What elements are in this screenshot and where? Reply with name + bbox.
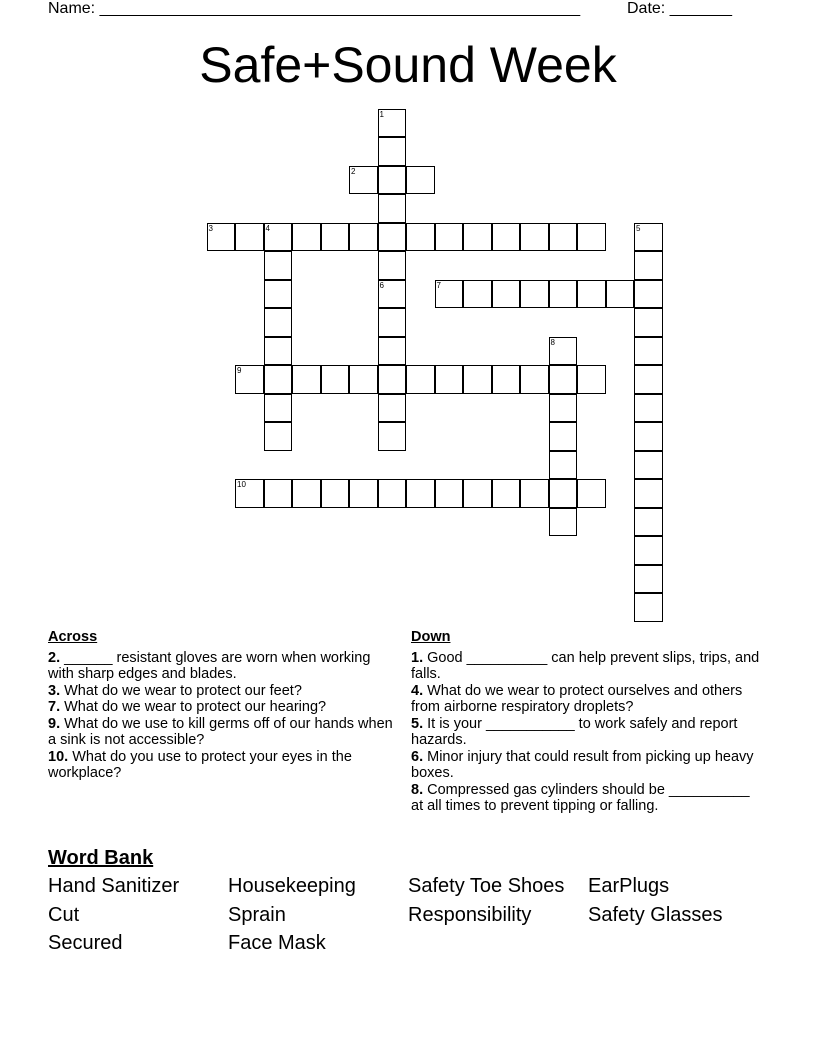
- grid-cell[interactable]: [378, 308, 407, 337]
- clue-text: It is your ___________ to work safely and report hazards.: [411, 715, 738, 748]
- clue-number: 7: [436, 280, 441, 290]
- grid-cell[interactable]: [435, 479, 464, 508]
- grid-cell[interactable]: [549, 365, 578, 394]
- across-clue: [48, 650, 398, 683]
- across-clue: [48, 683, 398, 700]
- grid-cell[interactable]: [577, 479, 606, 508]
- grid-cell[interactable]: [235, 479, 264, 508]
- grid-cell[interactable]: [463, 280, 492, 309]
- grid-cell[interactable]: [378, 337, 407, 366]
- grid-cell[interactable]: [577, 365, 606, 394]
- grid-cell[interactable]: [349, 223, 378, 252]
- page-title: Safe+Sound Week: [199, 37, 617, 93]
- grid-cell[interactable]: [634, 508, 663, 537]
- grid-cell[interactable]: [406, 365, 435, 394]
- grid-cell[interactable]: [549, 479, 578, 508]
- clue-text: What do we wear to protect ourselves and others from airborne respiratory droplets?: [411, 682, 743, 715]
- grid-cell[interactable]: [406, 223, 435, 252]
- grid-cell[interactable]: [264, 280, 293, 309]
- word-bank-title: Word Bank: [48, 847, 154, 869]
- clue-text: What do you use to protect your eyes in the workplace?: [48, 748, 352, 781]
- grid-cell[interactable]: [264, 479, 293, 508]
- grid-cell[interactable]: [520, 223, 549, 252]
- clue-number: 4: [265, 223, 270, 233]
- clue-number: 1: [379, 109, 384, 119]
- grid-cell[interactable]: [235, 365, 264, 394]
- clue-number: 8.: [411, 781, 424, 798]
- grid-cell[interactable]: [549, 451, 578, 480]
- word-bank-item: Cut: [48, 903, 80, 926]
- grid-cell[interactable]: [378, 394, 407, 423]
- clue-number: 4.: [411, 682, 424, 699]
- across-heading: Across: [48, 629, 98, 645]
- grid-cell[interactable]: [378, 422, 407, 451]
- clue-number: 5: [636, 223, 641, 233]
- name-field: Name: ______________________________________________________: [48, 0, 581, 17]
- word-bank-item: Housekeeping: [228, 875, 356, 897]
- grid-cell[interactable]: [349, 365, 378, 394]
- across-clue: [48, 716, 398, 749]
- down-clue: [411, 716, 761, 749]
- grid-cell[interactable]: [634, 593, 663, 622]
- grid-cell[interactable]: [435, 365, 464, 394]
- down-clues: [411, 629, 761, 815]
- word-bank-item: Face Mask: [228, 932, 326, 954]
- grid-cell[interactable]: [264, 308, 293, 337]
- clue-number: 9.: [48, 715, 61, 732]
- grid-cell[interactable]: [634, 536, 663, 565]
- grid-cell[interactable]: [264, 337, 293, 366]
- grid-cell[interactable]: [264, 223, 293, 252]
- clue-number: 3.: [48, 682, 61, 699]
- grid-cell[interactable]: [634, 308, 663, 337]
- grid-cell[interactable]: [549, 508, 578, 537]
- grid-cell[interactable]: [634, 280, 663, 309]
- word-bank-item: Safety Glasses: [588, 903, 723, 926]
- grid-cell[interactable]: [235, 223, 264, 252]
- word-bank-item: Secured: [48, 932, 123, 954]
- clue-number: 3: [208, 223, 213, 233]
- clue-number: 10: [237, 480, 246, 489]
- grid-cell[interactable]: [549, 422, 578, 451]
- grid-cell[interactable]: [634, 565, 663, 594]
- grid-cell[interactable]: [435, 280, 464, 309]
- grid-cell[interactable]: [492, 479, 521, 508]
- word-bank-item: Responsibility: [408, 903, 532, 926]
- grid-cell[interactable]: [321, 479, 350, 508]
- clue-number: 10.: [48, 748, 69, 765]
- across-clue: [48, 749, 398, 782]
- grid-cell[interactable]: [577, 280, 606, 309]
- grid-cell[interactable]: [406, 166, 435, 195]
- grid-cell[interactable]: [577, 223, 606, 252]
- grid-cell[interactable]: [520, 479, 549, 508]
- grid-cell[interactable]: [378, 365, 407, 394]
- down-clue: [411, 650, 761, 683]
- clue-number: 9: [237, 366, 242, 375]
- clue-text: What do we use to kill germs off of our hands when a sink is not accessible?: [48, 715, 393, 748]
- clue-number: 8: [550, 337, 555, 347]
- grid-cell[interactable]: [264, 251, 293, 280]
- clue-number: 7.: [48, 699, 61, 715]
- clue-text: Minor injury that could result from picking up heavy boxes.: [411, 748, 754, 781]
- grid-cell[interactable]: [549, 394, 578, 423]
- clue-number: 6: [379, 280, 384, 290]
- grid-cell[interactable]: [378, 251, 407, 280]
- grid-cell[interactable]: [463, 223, 492, 252]
- grid-cell[interactable]: [378, 479, 407, 508]
- word-bank-item: Sprain: [228, 903, 286, 926]
- word-bank-item: EarPlugs: [588, 875, 670, 897]
- grid-cell[interactable]: [292, 479, 321, 508]
- down-heading: Down: [411, 629, 451, 645]
- clue-text: What do we wear to protect our feet?: [60, 682, 302, 699]
- grid-cell[interactable]: [207, 223, 236, 252]
- grid-cell[interactable]: [634, 223, 663, 252]
- clue-number: 5.: [411, 715, 424, 732]
- grid-cell[interactable]: [634, 451, 663, 480]
- across-clue: [48, 699, 398, 716]
- clue-text: Compressed gas cylinders should be __________ at all times to prevent tipping or falling.: [411, 781, 750, 814]
- grid-cell[interactable]: [634, 365, 663, 394]
- grid-cell[interactable]: [492, 280, 521, 309]
- grid-cell[interactable]: [378, 223, 407, 252]
- down-clue: [411, 683, 761, 716]
- clue-text: What do we wear to protect our hearing?: [60, 699, 327, 715]
- grid-cell[interactable]: [378, 280, 407, 309]
- grid-cell[interactable]: [634, 394, 663, 423]
- word-bank-item: Hand Sanitizer: [48, 875, 180, 897]
- clue-number: 2.: [48, 649, 61, 666]
- grid-cell[interactable]: [321, 223, 350, 252]
- grid-cell[interactable]: [378, 166, 407, 195]
- grid-cell[interactable]: [264, 365, 293, 394]
- grid-cell[interactable]: [463, 365, 492, 394]
- grid-cell[interactable]: [406, 479, 435, 508]
- grid-cell[interactable]: [520, 365, 549, 394]
- clue-number: 1.: [411, 649, 424, 666]
- grid-cell[interactable]: [378, 194, 407, 223]
- grid-cell[interactable]: [264, 422, 293, 451]
- grid-cell[interactable]: [549, 337, 578, 366]
- grid-cell[interactable]: [549, 280, 578, 309]
- grid-cell[interactable]: [435, 223, 464, 252]
- grid-cell[interactable]: [634, 337, 663, 366]
- grid-cell[interactable]: [520, 280, 549, 309]
- grid-cell[interactable]: [378, 137, 407, 166]
- grid-cell[interactable]: [634, 422, 663, 451]
- grid-cell[interactable]: [321, 365, 350, 394]
- grid-cell[interactable]: [549, 223, 578, 252]
- grid-cell[interactable]: [634, 251, 663, 280]
- clue-text: ______ resistant gloves are worn when working with sharp edges and blades.: [48, 649, 371, 682]
- grid-cell[interactable]: [349, 166, 378, 195]
- down-clue: [411, 749, 761, 782]
- grid-cell[interactable]: [634, 479, 663, 508]
- clue-text: Good __________ can help prevent slips, trips, and falls.: [411, 649, 760, 682]
- grid-cell[interactable]: [264, 394, 293, 423]
- across-clues: [48, 629, 398, 782]
- grid-cell[interactable]: [292, 223, 321, 252]
- down-clue: [411, 782, 761, 815]
- grid-cell[interactable]: [492, 365, 521, 394]
- clue-number: 6.: [411, 748, 424, 765]
- grid-cell[interactable]: [463, 479, 492, 508]
- grid-cell[interactable]: [492, 223, 521, 252]
- grid-cell[interactable]: [606, 280, 635, 309]
- clue-number: 2: [351, 166, 356, 176]
- date-field: Date: _______: [627, 0, 732, 17]
- grid-cell[interactable]: [349, 479, 378, 508]
- grid-cell[interactable]: [378, 109, 407, 138]
- word-bank-item: Safety Toe Shoes: [408, 875, 565, 897]
- grid-cell[interactable]: [292, 365, 321, 394]
